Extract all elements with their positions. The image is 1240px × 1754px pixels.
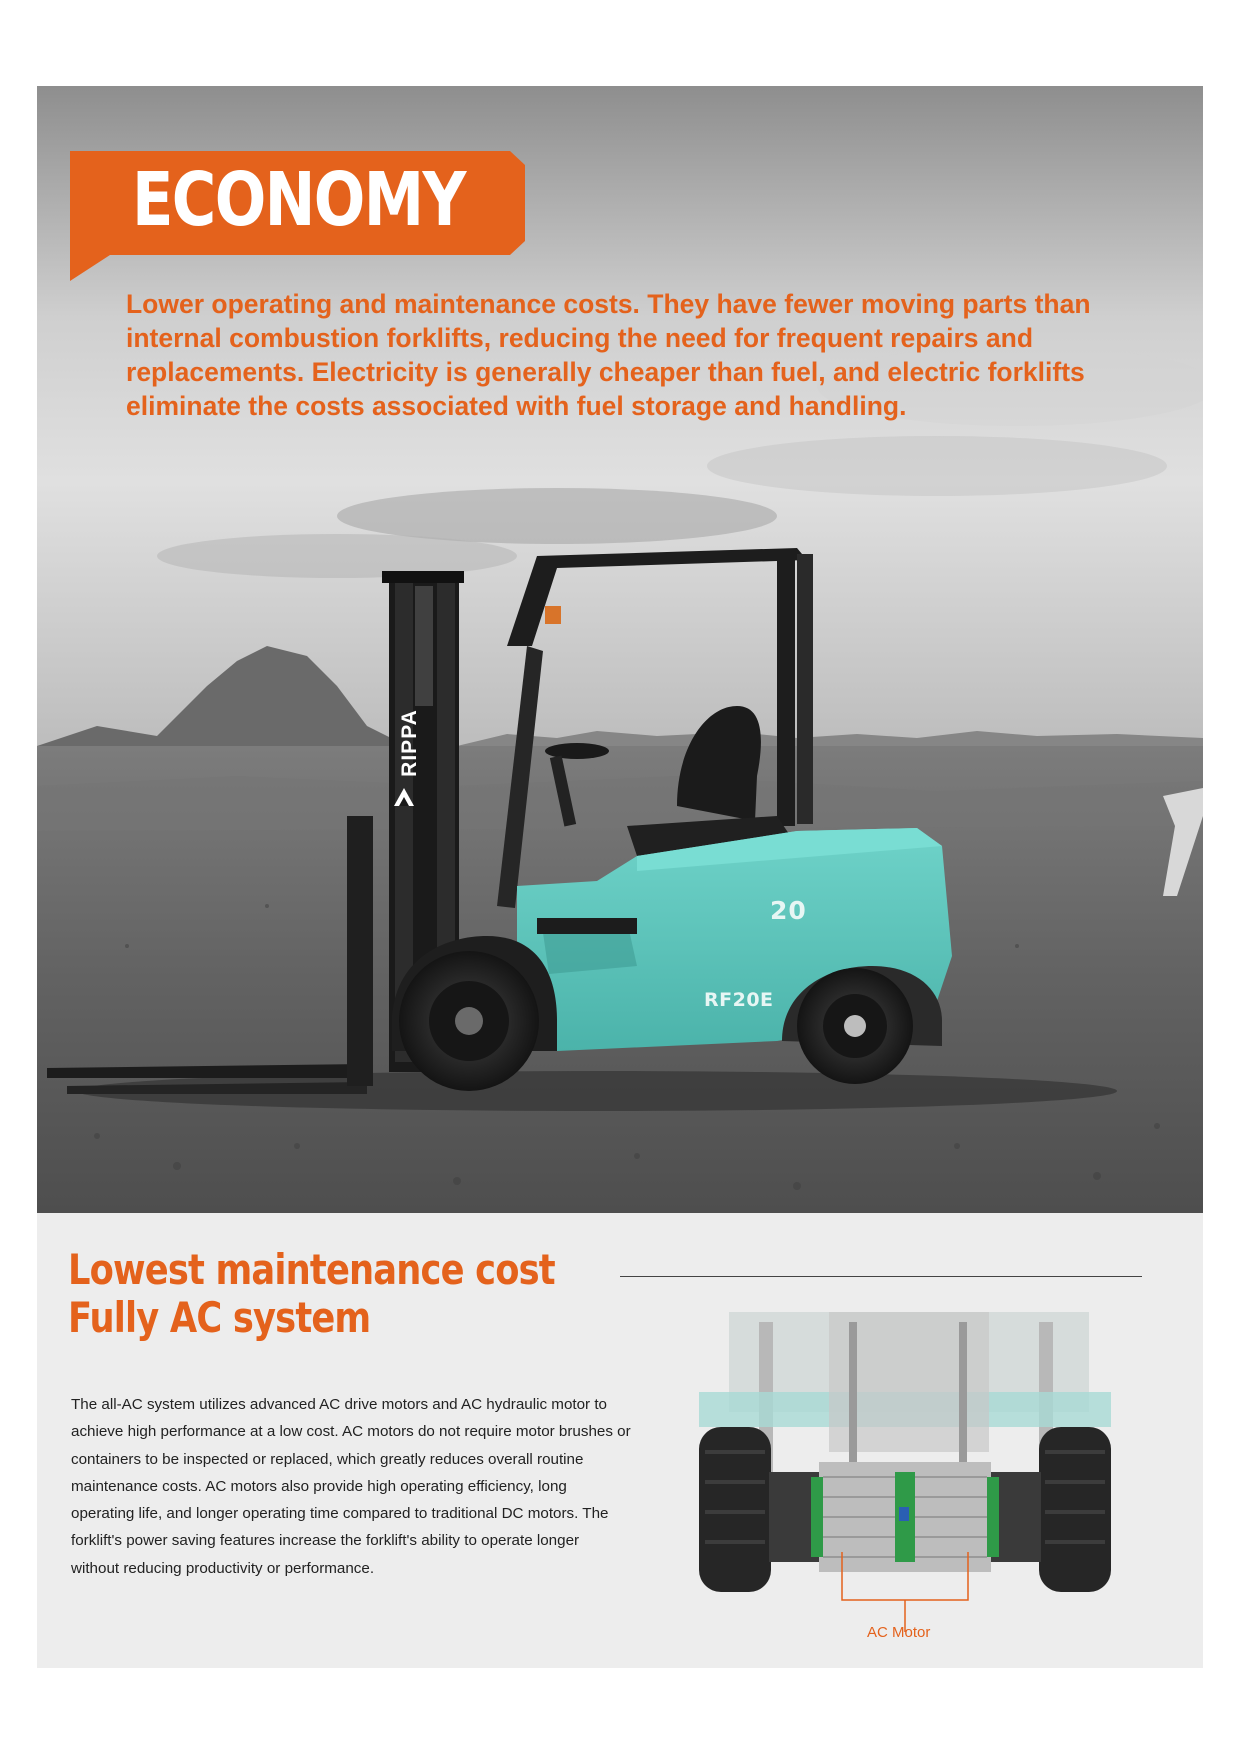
ac-motor-label: AC Motor: [867, 1624, 931, 1641]
maintenance-section: [37, 1213, 1203, 1668]
section-body: The all-AC system utilizes advanced AC drive motors and AC hydraulic motor to achieve high performance at a low cost. AC motors do not require motor brushes or containers to be inspected or replaced, which greatly reduces overall routine maintenance costs. AC motors also provide high operating efficiency, long operating life, and longer operating time compared to traditional DC motors. The forklift's power saving features increase the forklift's ability to operate longer without reducing productivity or performance.: [71, 1396, 631, 1577]
economy-banner: [70, 151, 525, 281]
hero-description: Lower operating and maintenance costs. They have fewer moving parts than internal combustion forklifts, reducing the need for frequent repairs and replacements. Electricity is generally cheaper than fuel, and electric forklifts eliminate the costs associated with fuel storage and handling.: [126, 289, 1091, 421]
ac-motor-diagram: [699, 1312, 1111, 1642]
hero-image: [37, 86, 1203, 1213]
divider-line: [620, 1276, 1142, 1277]
brand-text: RIPPA: [397, 709, 421, 777]
model-number: 20: [770, 896, 807, 925]
heading-line-1: Lowest maintenance cost: [68, 1245, 555, 1294]
ac-motor-figure: [699, 1312, 1111, 1642]
model-code: RF20E: [704, 989, 774, 1011]
heading-line-2: Fully AC system: [68, 1293, 371, 1342]
banner-title: ECONOMY: [132, 157, 465, 243]
section-heading: [68, 1246, 555, 1342]
